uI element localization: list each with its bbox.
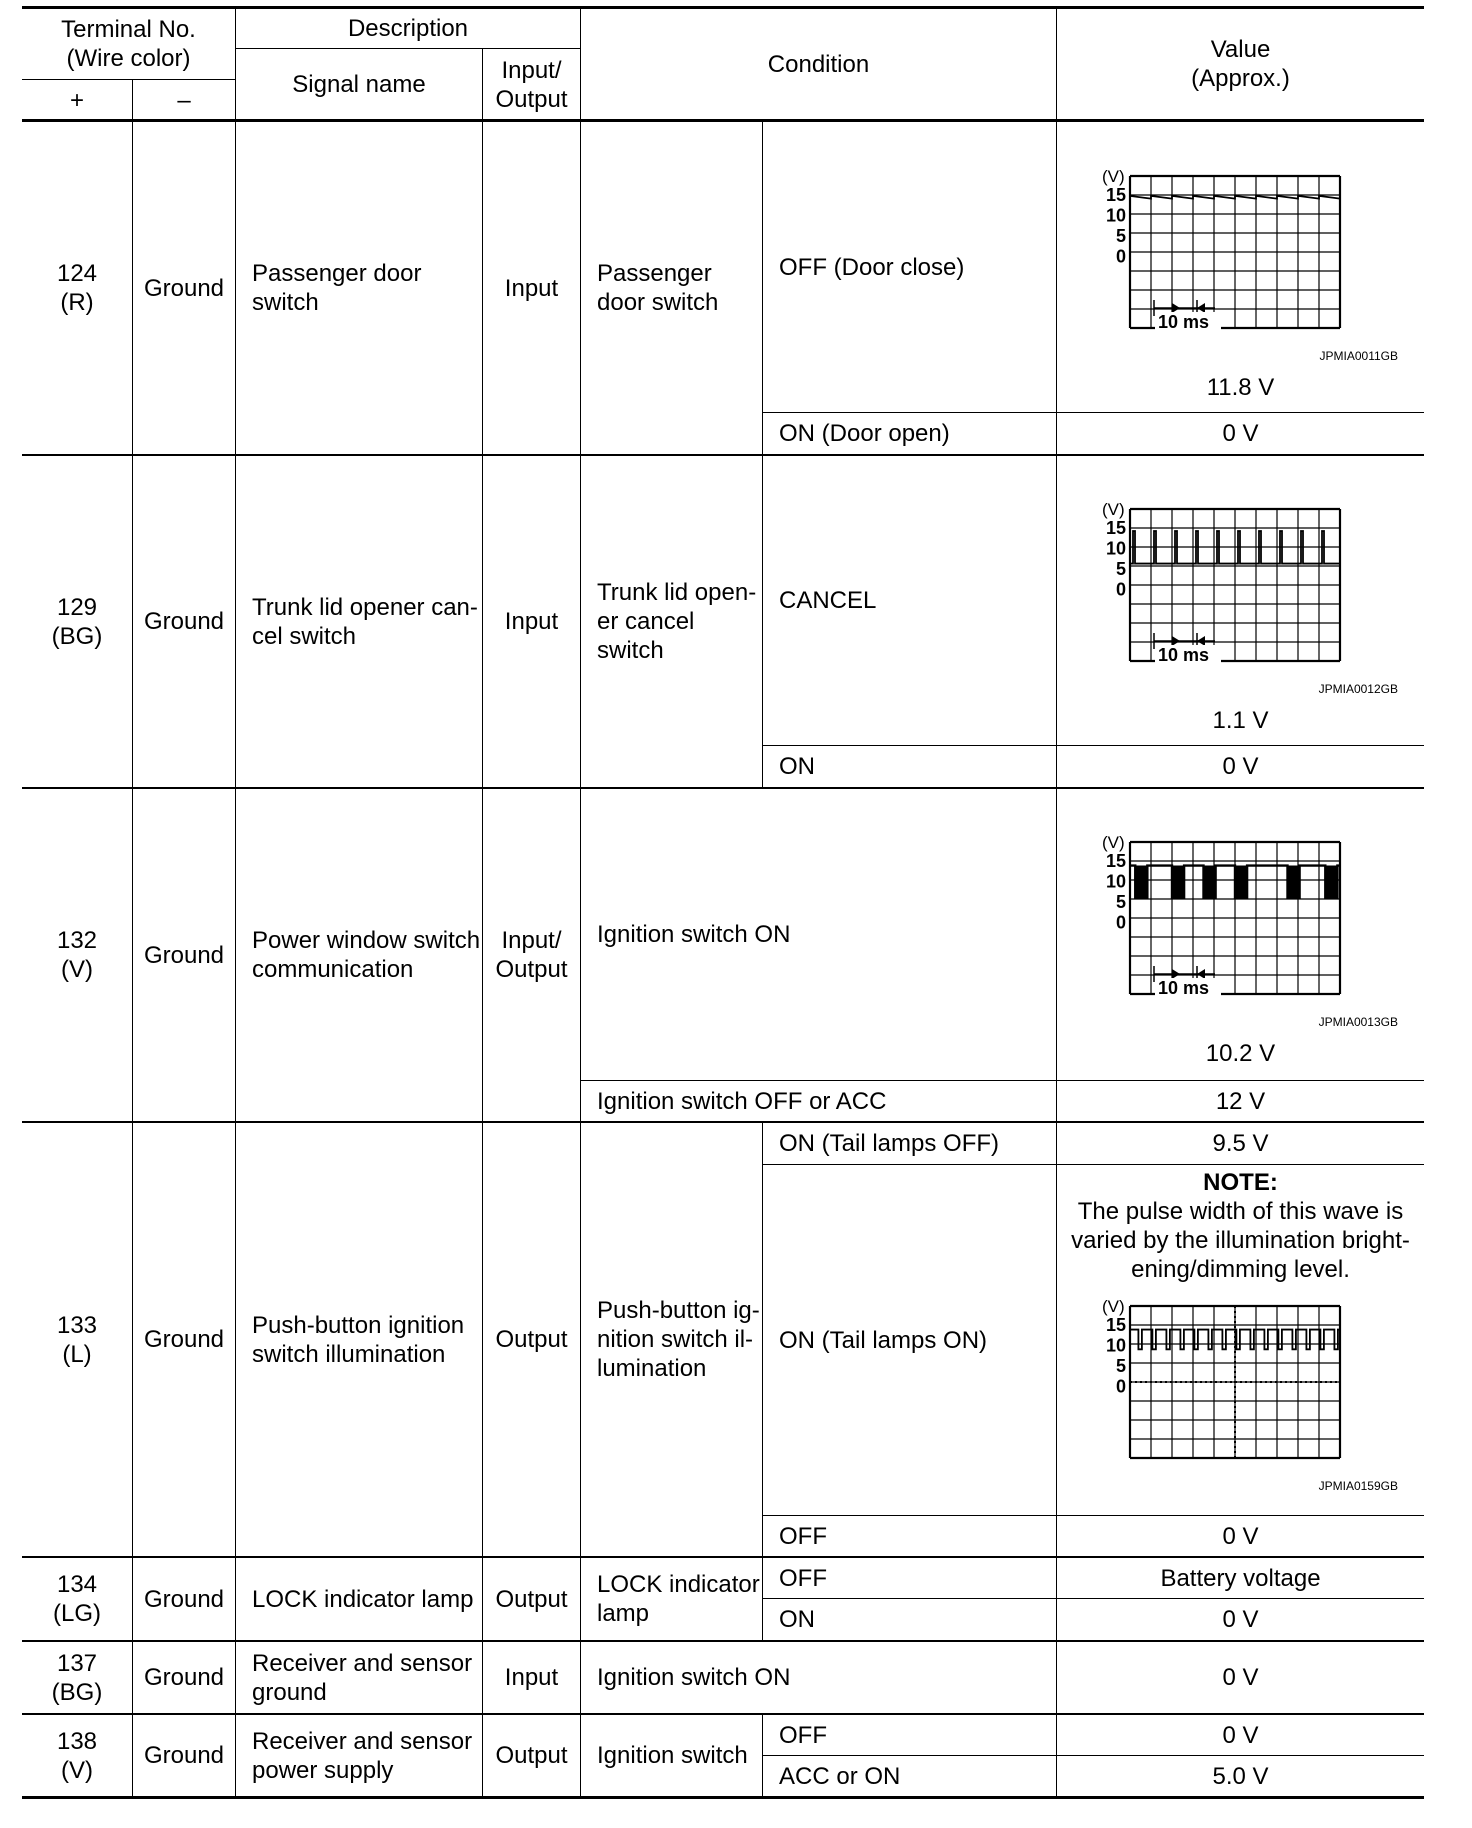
condition-main-129: Trunk lid open- er cancel switch [597,579,757,664]
ground-133: Ground [143,1326,225,1353]
condition-134-on: ON [779,1606,815,1633]
value-132-ign-on: 10.2 V [1205,1039,1276,1067]
timebase-label: 10 ms [1158,312,1210,332]
value-138-off: 0 V [1222,1721,1259,1749]
terminal-134: 134 (LG) [53,1571,101,1627]
condition-129-cancel: CANCEL [779,587,877,614]
oscilloscope-svg [1080,1290,1400,1505]
condition-main-124: Passenger door switch [597,260,719,316]
timebase-label: 10 ms [1158,978,1210,998]
figure-code: JPMIA0012GB [1318,682,1398,696]
waveform-133 [1080,1290,1400,1505]
waveform-124 [1080,160,1400,370]
condition-138-off: OFF [779,1721,827,1749]
header-value: Value (Approx.) [1191,36,1290,92]
unit-label: (V) [1102,833,1125,852]
value-133-tail-off: 9.5 V [1212,1130,1269,1157]
oscilloscope-svg [1080,826,1400,1036]
condition-133-tail-off: ON (Tail lamps OFF) [779,1130,1000,1157]
oscilloscope-svg [1080,493,1400,703]
waveform-trace [1130,866,1340,899]
value-134-off: Battery voltage [1160,1564,1321,1592]
tick-label: 5 [1115,559,1126,579]
tick-label: 15 [1105,518,1126,538]
condition-129-on: ON [779,753,815,780]
condition-124-off: OFF (Door close) [779,253,965,281]
tick-label: 0 [1115,912,1126,933]
io-138: Output [495,1742,568,1769]
ground-138: Ground [143,1742,225,1769]
value-133-off: 0 V [1222,1522,1259,1550]
unit-label: (V) [1102,500,1125,519]
value-137: 0 V [1222,1664,1259,1691]
header-plus: + [69,86,84,114]
terminal-137: 137 (BG) [51,1649,103,1706]
value-132-ign-off: 12 V [1215,1087,1266,1115]
tick-label: 0 [1115,246,1126,267]
terminal-132: 132 (V) [56,927,98,983]
waveform-132 [1080,826,1400,1036]
condition-132-ign-on: Ignition switch ON [597,921,791,948]
signal-133: Push-button ignition switch illumination [252,1311,465,1368]
tick-label: 5 [1115,226,1126,246]
signal-129: Trunk lid opener can- cel switch [252,593,478,650]
value-129-on: 0 V [1222,753,1259,780]
tick-label: 5 [1115,892,1126,912]
header-signal-name: Signal name [292,71,426,98]
ground-124: Ground [143,274,225,302]
condition-main-134: LOCK indicator lamp [597,1571,760,1627]
waveform-trace [1130,196,1340,199]
tick-label: 5 [1115,1356,1126,1376]
signal-137: Receiver and sensor ground [252,1649,473,1706]
tick-label: 10 [1105,205,1126,226]
tick-label: 15 [1105,851,1126,871]
figure-code: JPMIA0159GB [1318,1479,1398,1493]
ground-129: Ground [143,608,225,635]
header-condition: Condition [767,50,870,78]
terminal-129: 129 (BG) [51,593,103,650]
ground-134: Ground [143,1585,225,1613]
condition-132-ign-off: Ignition switch OFF or ACC [597,1087,887,1115]
condition-main-138: Ignition switch [597,1742,748,1769]
io-124: Input [504,274,559,302]
tick-label: 10 [1105,871,1126,892]
header-minus: – [177,86,191,114]
terminal-124: 124 (R) [56,260,98,316]
signal-138: Receiver and sensor power supply [252,1727,473,1784]
signal-124: Passenger door switch [252,260,422,316]
io-134: Output [495,1585,568,1613]
tick-label: 10 [1105,1335,1126,1356]
condition-main-133: Push-button ig- nition switch il- lumination [597,1297,760,1382]
value-134-on: 0 V [1222,1606,1259,1633]
value-124-off: 11.8 V [1206,373,1275,401]
tick-label: 15 [1105,1315,1126,1335]
ground-132: Ground [143,941,225,969]
tick-label: 0 [1115,579,1126,600]
signal-134: LOCK indicator lamp [252,1585,474,1613]
io-132: Input/ Output [495,927,568,983]
condition-133-off: OFF [779,1522,827,1550]
signal-132: Power window switch communication [252,927,481,983]
tick-label: 0 [1115,1376,1126,1397]
note-133: NOTE: The pulse width of this wave is varied by the illumination bright- ening/dimming level. [1071,1169,1410,1283]
condition-138-acc-on: ACC or ON [779,1762,901,1790]
value-138-acc-on: 5.0 V [1212,1762,1269,1790]
terminal-138: 138 (V) [56,1727,98,1784]
header-description: Description [347,14,469,42]
io-129: Input [504,608,559,635]
io-133: Output [495,1326,568,1353]
header-input-output: Input/ Output [495,56,568,113]
oscilloscope-svg [1080,160,1400,370]
unit-label: (V) [1102,1297,1125,1316]
ground-137: Ground [143,1664,225,1691]
condition-124-on: ON (Door open) [779,420,950,447]
condition-134-off: OFF [779,1564,827,1592]
waveform-129 [1080,493,1400,703]
timebase-label: 10 ms [1158,645,1210,665]
tick-label: 10 [1105,538,1126,559]
value-129-cancel: 1.1 V [1212,706,1269,734]
figure-code: JPMIA0011GB [1319,349,1398,363]
terminal-133: 133 (L) [56,1311,98,1368]
tick-label: 15 [1105,185,1126,205]
value-124-on: 0 V [1222,420,1259,447]
condition-137: Ignition switch ON [597,1664,791,1691]
unit-label: (V) [1102,167,1125,186]
io-137: Input [504,1664,559,1691]
condition-133-tail-on: ON (Tail lamps ON) [779,1326,988,1354]
header-terminal-no: Terminal No. (Wire color) [61,16,196,72]
figure-code: JPMIA0013GB [1318,1015,1398,1029]
